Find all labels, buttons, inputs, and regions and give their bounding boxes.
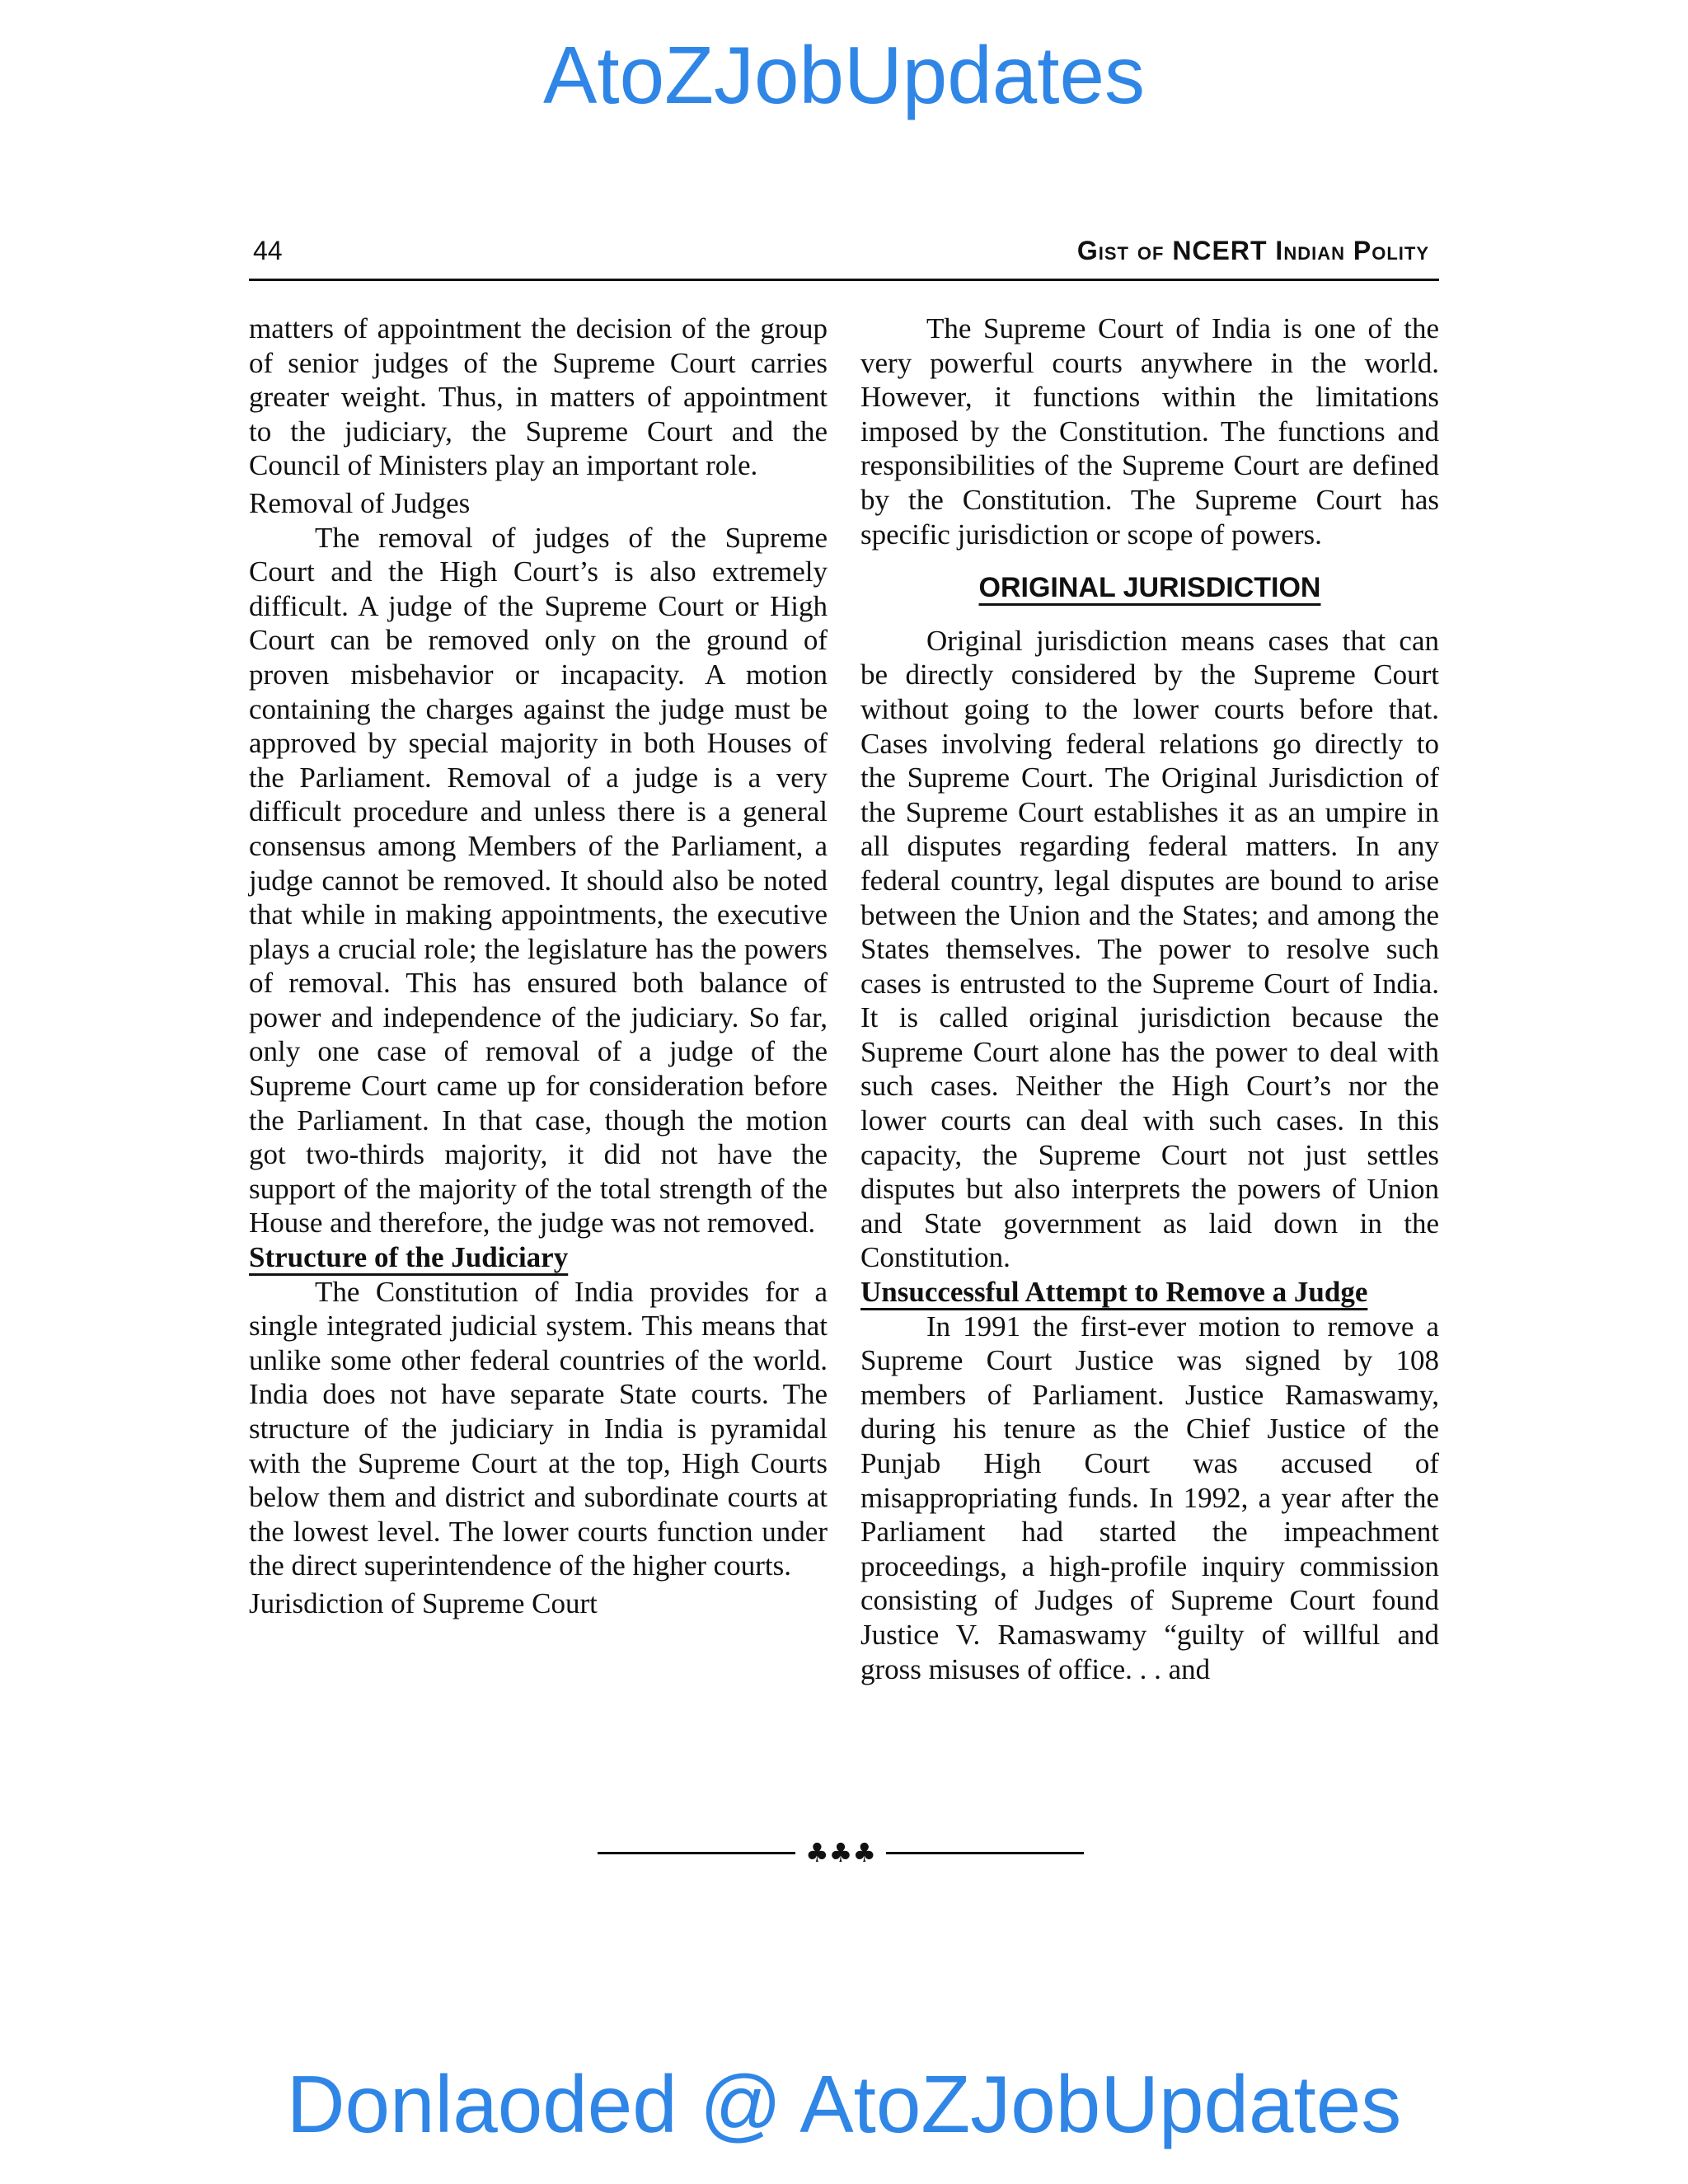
running-title: Gist of NCERT Indian Polity [1076,236,1429,265]
watermark-top: AtoZJobUpdates [543,30,1145,120]
page-number: 44 [253,236,283,265]
right-paragraph-2: Original jurisdiction means cases that can be directly considered by the Supreme Court without going to the lower courts before that. Cases involving federal relations go directly to the Supreme Court. The Original Jurisdiction of the Supreme Court establishes it as an umpire in all disputes regarding federal matters. In any federal country, legal disputes are bound to arise between the Union and the States; and among the States themselves. The power to resolve such cases is entrusted to the Supreme Court of India. It is called original jurisdiction because the Supreme Court alone has the power to deal with such cases. Neither the High Court’s nor the lower courts can deal with such cases. In this capacity, the Supreme Court not just settles disputes but also interprets the powers of Union and State government as laid down in the Constitution. [860,624,1439,1274]
left-paragraph-1: matters of appointment the decision of the group of senior judges of the Supreme Court carries greater weight. Thus, in matters of appointment to the judiciary, the Supreme Court and the Council of Ministers play an important role. [249,312,828,482]
original-jurisdiction-heading: ORIGINAL JURISDICTION [978,572,1321,604]
jurisdiction-subhead: Jurisdiction of Supreme Court [249,1586,598,1619]
clubs-ornament-icon: ♣♣♣ [804,1837,877,1868]
right-paragraph-3: In 1991 the first-ever motion to remove a Supreme Court Justice was signed by 108 members of Parliament. Justice Ramaswamy, during his tenure as the Chief Justice of the Punjab High Court was accused of misappropriating funds. In 1992, a year after the Parliament had started the impeachment proceedings, a high-profile inquiry commission consisting of Judges of Supreme Court found Justice V. Ramaswamy “guilty of willful and gross misuses of office. . . and [860,1310,1439,1685]
removal-of-judges-subhead: Removal of Judges [249,486,471,519]
ornament-rule-right [886,1852,1084,1854]
right-paragraph-1: The Supreme Court of India is one of the very powerful courts anywhere in the world. However, it functions within the limitations imposed by the Constitution. The functions and responsibilities of the Supreme Court are defined by the Constitution. The Supreme Court has specific jurisdiction or scope of powers. [860,312,1439,551]
right-column [860,312,1439,1686]
unsuccessful-attempt-heading: Unsuccessful Attempt to Remove a Judge [860,1276,1368,1309]
left-column [249,312,828,1621]
end-ornament [593,1836,1088,1869]
watermark-bottom: Donlaoded @ AtoZJobUpdates [286,2059,1402,2149]
ornament-rule-left [598,1852,795,1854]
page-header [249,231,1439,281]
structure-of-judiciary-heading: Structure of the Judiciary [249,1241,569,1274]
left-paragraph-3: The Constitution of India provides for a single integrated judicial system. This means that unlike some other federal countries of the world. India does not have separate State courts. The structure of the judiciary in India is pyramidal with the Supreme Court at the top, High Courts below them and district and subordinate courts at the lowest level. The lower courts function under the direct superintendence of the higher courts. [249,1275,828,1582]
left-paragraph-2: The removal of judges of the Supreme Court and the High Court’s is also extremely difficult. A judge of the Supreme Court or High Court can be removed only on the ground of proven misbehavior or incapacity. A motion containing the charges against the judge must be approved by special majority in both Houses of the Parliament. Removal of a judge is a very difficult procedure and unless there is a general consensus among Members of the Parliament, a judge cannot be removed. It should also be noted that while in making appointments, the executive plays a crucial role; the legislature has the powers of removal. This has ensured both balance of power and independence of the judiciary. So far, only one case of removal of a judge of the Supreme Court came up for consideration before the Parliament. In that case, though the motion got two-thirds majority, it did not have the support of the majority of the total strength of the House and therefore, the judge was not removed. [249,521,828,1240]
